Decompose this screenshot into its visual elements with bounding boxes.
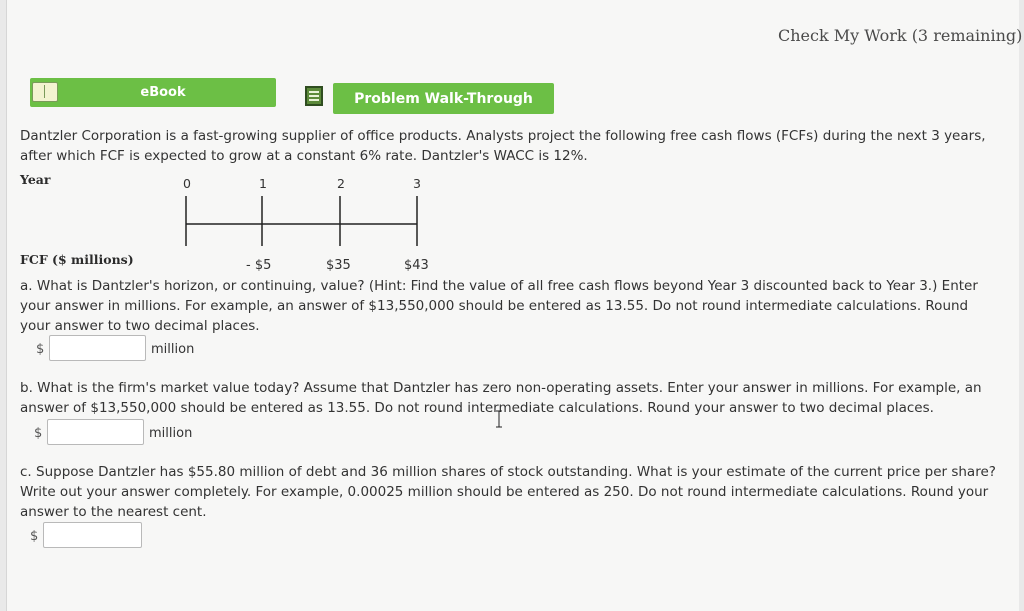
year-1: 1 (259, 176, 267, 191)
problem-walkthrough-label: Problem Walk-Through (354, 90, 533, 107)
answer-a-input[interactable] (49, 335, 146, 361)
unit-b: million (149, 426, 193, 441)
answer-b-input[interactable] (47, 419, 144, 445)
check-my-work-link[interactable]: Check My Work (3 remaining) (778, 26, 1023, 45)
question-c-text: c. Suppose Dantzler has $55.80 million of debt and 36 million shares of stock outstanding. What is your estimate of the current price per share? Write out your answer completely. For example, 0.00025 million should be entered as 250. Do not round intermediate calculations. Round your answer to the nearest cent. (20, 464, 996, 520)
fcf-year-1: - $5 (246, 258, 272, 273)
year-0: 0 (183, 176, 191, 191)
currency-symbol-c: $ (30, 529, 39, 544)
currency-symbol-a: $ (36, 342, 45, 357)
question-b-text: b. What is the firm's market value today? Assume that Dantzler has zero non-operating assets. Enter your answer in millions. For example, an answer of $13,550,000 should be entered as 13.55. Do not round intermediate calculations. Round your answer to two decimal places. (20, 380, 982, 416)
unit-a: million (151, 342, 195, 357)
problem-intro: Dantzler Corporation is a fast-growing supplier of office products. Analysts project the following free cash flows (FCFs) during the next 3 years, after which FCF is expected to grow at a constant 6% rate. Dantzler's WACC is 12%. (20, 128, 986, 164)
ebook-button-label: eBook (140, 85, 186, 100)
year-label: Year (20, 172, 51, 187)
year-2: 2 (337, 176, 345, 191)
fcf-label: FCF ($ millions) (20, 252, 134, 267)
question-a-text: a. What is Dantzler's horizon, or continuing, value? (Hint: Find the value of all free cash flows beyond Year 3 discounted back to Year 3.) Enter your answer in millions. For example, an answer of $13,550,000 should be entered as 13.55. Do not round intermediate calculations. Round your answer to two decimal places. (20, 278, 978, 334)
answer-c-input[interactable] (43, 522, 142, 548)
currency-symbol-b: $ (34, 426, 43, 441)
year-3: 3 (413, 176, 421, 191)
text-cursor-icon (495, 410, 503, 428)
fcf-year-2: $35 (326, 258, 351, 273)
fcf-year-3: $43 (404, 258, 429, 273)
